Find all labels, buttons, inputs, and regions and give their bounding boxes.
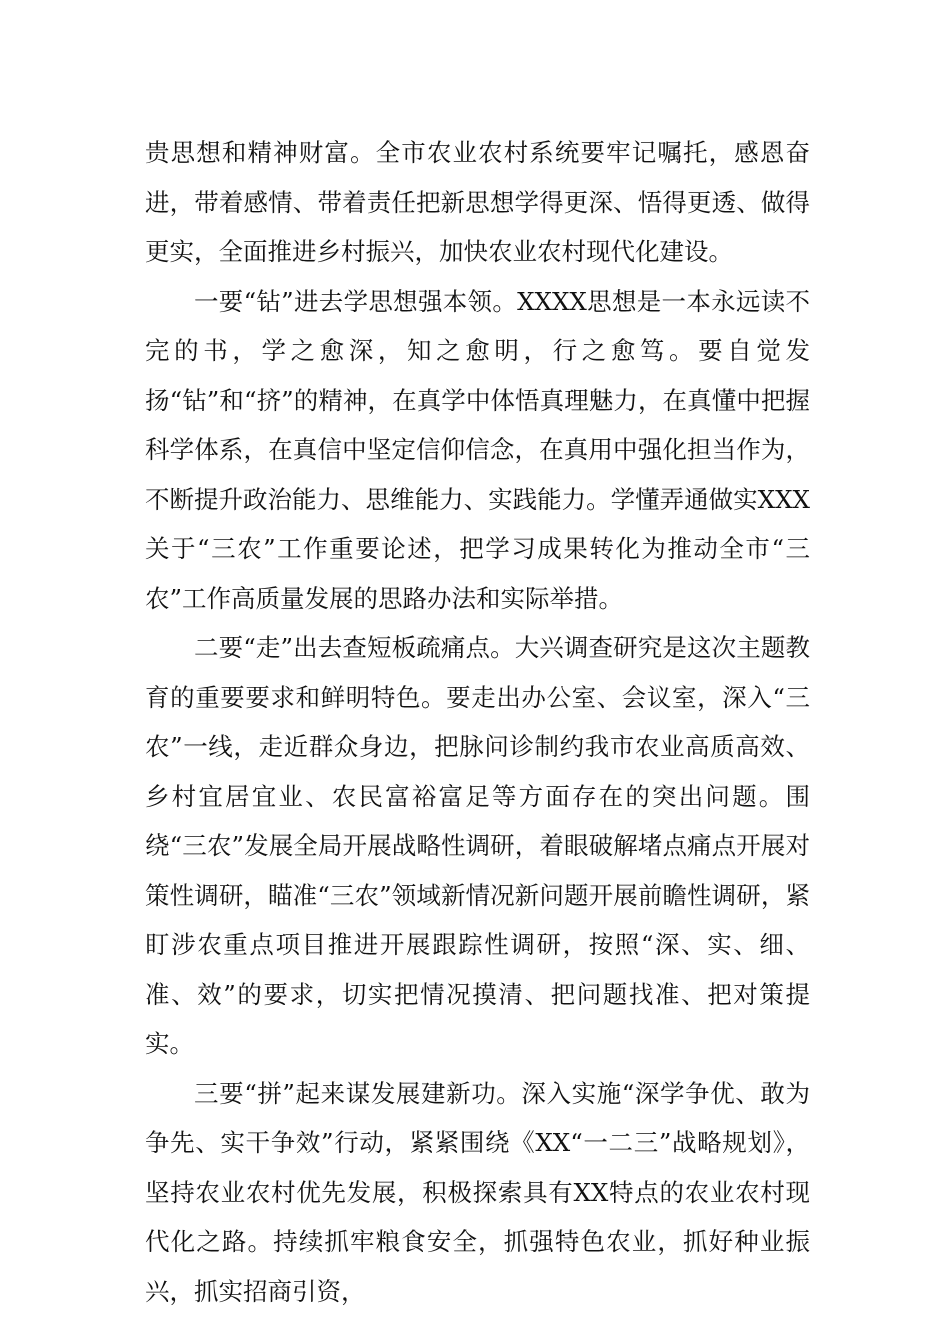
paragraph-study-thought: 一要“钻”进去学思想强本领。XXXX思想是一本永远读不完的书，学之愈深，知之愈明，行之愈笃。要自觉发扬“钻”和“挤”的精神，在真学中体悟真理魅力，在真懂中把握科学体系，在真信中坚定信仰信念，在真用中强化担当作为，不断提升政治能力、思维能力、实践能力。学懂弄通做实XXX关于“三农”工作重要论述，把学习成果转化为推动全市“三农”工作高质量发展的思路办法和实际举措。 — [145, 286, 810, 613]
paragraph-continuation: 贵思想和精神财富。全市农业农村系统要牢记嘱托，感恩奋进，带着感情、带着责任把新思想学得更深、悟得更透、做得更实，全面推进乡村振兴，加快农业农村现代化建设。 — [145, 138, 810, 266]
document-body — [145, 128, 810, 1316]
paragraph-investigation: 二要“走”出去查短板疏痛点。大兴调查研究是这次主题教育的重要要求和鲜明特色。要走出办公室、会议室，深入“三农”一线，走近群众身边，把脉问诊制约我市农业高质高效、乡村宜居宜业、农民富裕富足等方面存在的突出问题。围绕“三农”发展全局开展战略性调研，着眼破解堵点痛点开展对策性调研，瞄准“三农”领域新情况新问题开展前瞻性调研，紧盯涉农重点项目推进开展跟踪性调研，按照“深、实、细、准、效”的要求，切实把情况摸清、把问题找准、把对策提实。 — [145, 633, 810, 1058]
paragraph-development: 三要“拼”起来谋发展建新功。深入实施“深学争优、敢为争先、实干争效”行动，紧紧围绕《XX“一二三”战略规划》，坚持农业农村优先发展，积极探索具有XX特点的农业农村现代化之路。持续抓牢粮食安全，抓强特色农业，抓好种业振兴，抓实招商引资， — [145, 1078, 810, 1306]
